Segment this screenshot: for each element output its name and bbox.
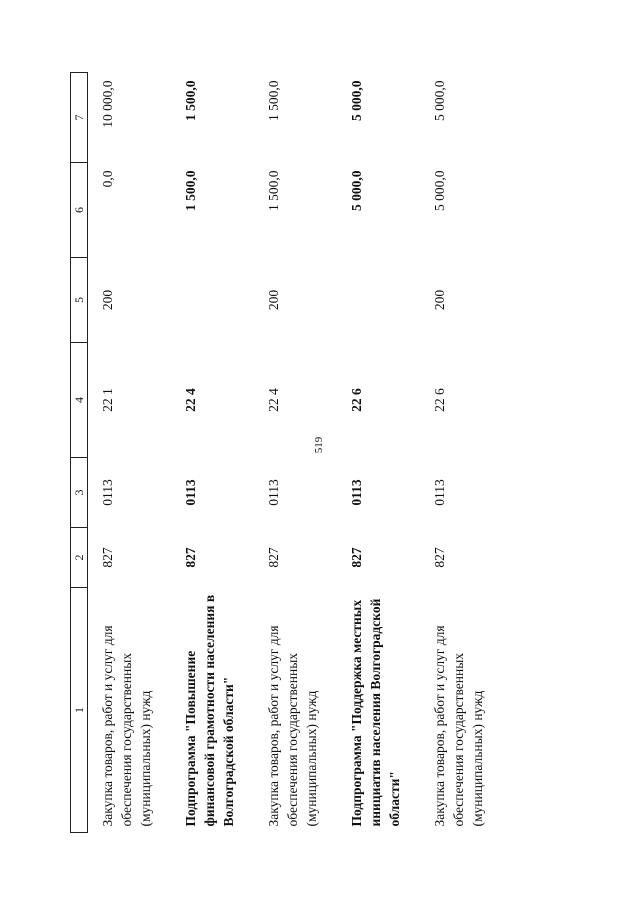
- row-ministry-code: 827: [183, 546, 198, 568]
- row-expense-type: 200: [432, 289, 447, 310]
- table-row: [420, 72, 503, 832]
- row-amount-6: 0,0: [100, 170, 115, 187]
- row-expense-type: [337, 257, 420, 342]
- header-col-2: 2: [71, 527, 88, 587]
- row-amount-6: 1 500,0: [266, 170, 281, 211]
- row-ministry-code: 827: [100, 546, 115, 568]
- row-section-code: 0113: [349, 478, 364, 506]
- page-number: 519: [313, 436, 325, 454]
- rotated-table-wrapper: [70, 73, 570, 833]
- row-section-code: 0113: [432, 478, 447, 506]
- row-target-code: 22 4: [183, 387, 198, 412]
- table-row: [254, 72, 337, 832]
- row-name: Закупка товаров, работ и услуг для обеспечения государственных (муниципальных) нужд: [432, 624, 485, 826]
- row-amount-6: 5 000,0: [432, 170, 447, 211]
- row-amount-7: 1 500,0: [183, 80, 198, 121]
- row-amount-7: 5 000,0: [432, 80, 447, 121]
- row-expense-type: 200: [100, 289, 115, 310]
- row-amount-7: 5 000,0: [349, 80, 364, 121]
- table-row: [171, 72, 254, 832]
- budget-table: [70, 72, 503, 833]
- row-name: Закупка товаров, работ и услуг для обеспечения государственных (муниципальных) нужд: [100, 624, 153, 826]
- header-row: [71, 72, 88, 832]
- row-expense-type: 200: [266, 289, 281, 310]
- row-amount-6: 1 500,0: [183, 170, 198, 211]
- row-target-code: 22 1: [100, 387, 115, 412]
- table-row: [88, 72, 172, 832]
- header-col-4: 4: [71, 342, 88, 457]
- row-name: Закупка товаров, работ и услуг для обеспечения государственных (муниципальных) нужд: [266, 624, 319, 826]
- row-section-code: 0113: [183, 478, 198, 506]
- header-col-3: 3: [71, 457, 88, 527]
- row-ministry-code: 827: [349, 546, 364, 568]
- row-ministry-code: 827: [266, 546, 281, 568]
- row-section-code: 0113: [100, 478, 115, 506]
- row-target-code: 22 6: [432, 387, 447, 412]
- row-target-code: 22 6: [349, 387, 364, 412]
- header-col-7: 7: [71, 72, 88, 162]
- header-col-1: 1: [71, 587, 88, 832]
- table-row: [337, 72, 420, 832]
- row-name: Подпрограмма "Поддержка местных инициатив населения Волгоградской области": [349, 598, 402, 826]
- row-ministry-code: 827: [432, 546, 447, 568]
- header-col-6: 6: [71, 162, 88, 257]
- row-amount-7: 1 500,0: [266, 80, 281, 121]
- row-section-code: 0113: [266, 478, 281, 506]
- header-col-5: 5: [71, 257, 88, 342]
- row-target-code: 22 4: [266, 387, 281, 412]
- row-amount-7: 10 000,0: [100, 80, 115, 128]
- row-amount-6: 5 000,0: [349, 170, 364, 211]
- row-name: Подпрограмма "Повышение финансовой грамотности населения в Волгоградской области": [183, 594, 236, 826]
- row-expense-type: [171, 257, 254, 342]
